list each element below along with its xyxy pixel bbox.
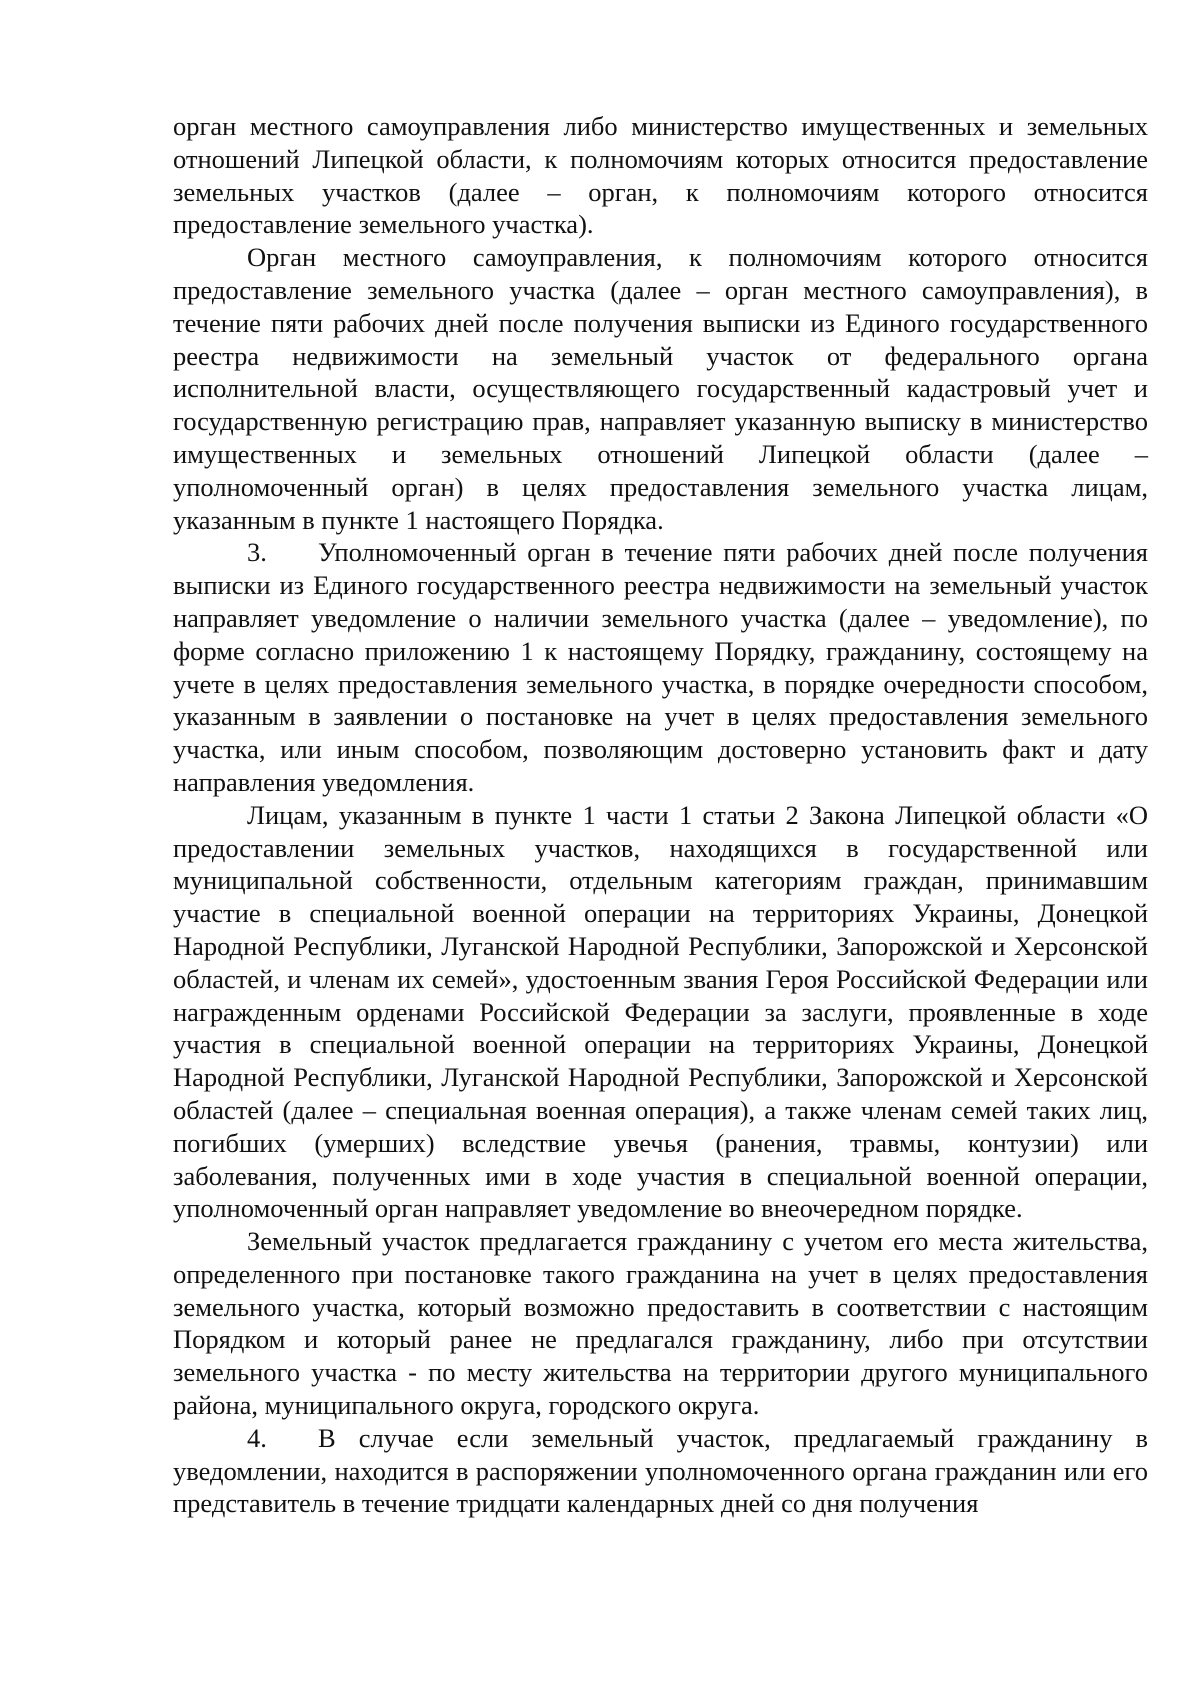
paragraph-priority-persons: [173, 799, 1148, 1225]
paragraph-text: Уполномоченный орган в течение пяти рабочих дней после получения выписки из Единого государственного реестра недвижимости на земельный участок направляет уведомление о наличии земельного участка (далее – уведомление), по форме согласно приложению 1 к настоящему Порядку, гражданину, состоящему на учете в целях предоставления земельного участка, в порядке очередности способом, указанным в заявлении о постановке на учет в целях предоставления земельного участка, или иным способом, позволяющим достоверно установить факт и дату направления уведомления.: [173, 537, 1148, 797]
item-number: 3.: [247, 537, 267, 568]
paragraph-text: орган местного самоуправления либо министерство имущественных и земельных отношений Липецкой области, к полномочиям которых относится предоставление земельных участков (далее – орган, к полномочиям которого относится предоставление земельного участка).: [173, 111, 1148, 240]
paragraph-item-4: [173, 1422, 1148, 1520]
item-number: 4.: [247, 1422, 267, 1453]
paragraph-text: Земельный участок предлагается гражданину с учетом его места жительства, определенного при постановке такого гражданина на учет в целях предоставления земельного участка, который возможно предоставить в соответствии с настоящим Порядком и который ранее не предлагался гражданину, либо при отсутствии земельного участка - по месту жительства на территории другого муниципального района, муниципального округа, городского округа.: [173, 1226, 1148, 1421]
paragraph-item-3: [173, 536, 1148, 798]
paragraph-text: Лицам, указанным в пункте 1 части 1 статьи 2 Закона Липецкой области «О предоставлении земельных участков, находящихся в государственной или муниципальной собственности, отдельным категориям граждан, принимавшим участие в специальной военной операции на территориях Украины, Донецкой Народной Республики, Луганской Народной Республики, Запорожской и Херсонской областей, и членам их семей», удостоенным звания Героя Российской Федерации или награжденным орденами Российской Федерации за заслуги, проявленные в ходе участия в специальной военной операции на территориях Украины, Донецкой Народной Республики, Луганской Народной Республики, Запорожской и Херсонской областей (далее – специальная военная операция), а также членам семей таких лиц, погибших (умерших) вследствие увечья (ранения, травмы, контузии) или заболевания, полученных ими в ходе участия в специальной военной операции, уполномоченный орган направляет уведомление во внеочередном порядке.: [173, 799, 1148, 1224]
paragraph-continuation: [173, 110, 1148, 241]
paragraph-local-authority: [173, 241, 1148, 536]
paragraph-text: В случае если земельный участок, предлагаемый гражданину в уведомлении, находится в распоряжении уполномоченного органа гражданин или его представитель в течение тридцати календарных дней со дня получения: [173, 1422, 1148, 1519]
paragraph-text: Орган местного самоуправления, к полномочиям которого относится предоставление земельного участка (далее – орган местного самоуправления), в течение пяти рабочих дней после получения выписки из Единого государственного реестра недвижимости на земельный участок от федерального органа исполнительной власти, осуществляющего государственный кадастровый учет и государственную регистрацию прав, направляет указанную выписку в министерство имущественных и земельных отношений Липецкой области (далее – уполномоченный орган) в целях предоставления земельного участка лицам, указанным в пункте 1 настоящего Порядка.: [173, 242, 1148, 535]
paragraph-offer-rules: [173, 1225, 1148, 1422]
document-page: [173, 110, 1148, 1520]
